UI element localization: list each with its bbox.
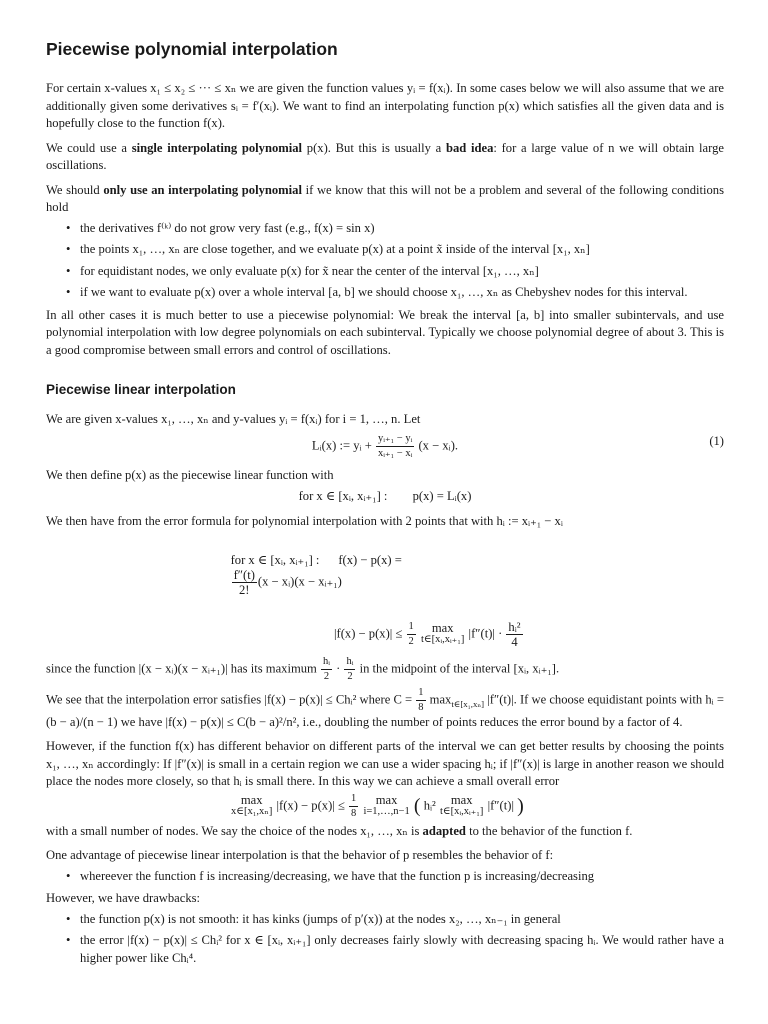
max-text: max xyxy=(375,793,398,807)
frac-num: 1 xyxy=(349,793,358,807)
frac-den: 2 xyxy=(347,670,353,682)
eq-text: |f(x) − p(x)| ≤ xyxy=(276,797,345,812)
max-text: max xyxy=(450,793,473,807)
max-subscript: i=1,…,n−1 xyxy=(363,806,410,817)
text-run: We could use a xyxy=(46,140,132,155)
section-paragraph-6: However, if the function f(x) has different behavior on different parts of the interval we can get better results by choosing the points x₁, …, xₙ accordingly: If |f″(x)| is small in a certain region we can use a wider spacing hᵢ; if |f″(x)| is large in another reason we should place the nodes more closely, so that hᵢ is small there. In this way we can achieve a small overall error xyxy=(46,739,724,788)
max-subscript: t∈[x₁,xₙ] xyxy=(451,698,485,709)
max-subscript: t∈[xᵢ,xᵢ₊₁] xyxy=(420,634,465,645)
section-paragraph-1: We are given x-values x₁, …, xₙ and y-values yᵢ = f(xᵢ) for i = 1, …, n. Let xyxy=(46,412,421,426)
text-run: to the behavior of the function f. xyxy=(465,823,633,838)
section-paragraph-9: However, we have drawbacks: xyxy=(46,891,201,905)
max-text: max xyxy=(431,621,454,635)
frac-num: hᵢ xyxy=(321,656,332,670)
section-paragraph-8: One advantage of piecewise linear interpolation is that the behavior of p resembles the behavior of f: xyxy=(46,848,554,862)
eq-max-operator xyxy=(421,622,464,646)
eq-fraction xyxy=(232,569,257,596)
eq-text: hᵢ² xyxy=(423,797,436,812)
section-heading: Piecewise linear interpolation xyxy=(46,382,236,397)
frac-den: 8 xyxy=(418,701,424,713)
eq-fraction xyxy=(376,433,414,460)
advantages-list xyxy=(46,868,724,886)
bold-term: adapted xyxy=(422,823,466,838)
max-text: max xyxy=(240,793,263,807)
list-item: • whereever the function f is increasing/decreasing, we have that the function p is increasing/decreasing xyxy=(80,868,724,886)
eq-max-operator xyxy=(440,794,483,818)
eq-text: Lᵢ(x) := yᵢ + xyxy=(311,437,372,452)
bold-term: bad idea xyxy=(445,140,494,155)
eq-text: (x − xᵢ). xyxy=(418,437,459,452)
eq-paren: ) xyxy=(517,794,524,817)
eq-fraction xyxy=(416,687,425,714)
frac-den: 2 xyxy=(323,670,330,682)
eq-text: (x − xᵢ)(x − xᵢ₊₁) xyxy=(257,574,342,589)
list-item: • the error |f(x) − p(x)| ≤ Chᵢ² for x ∈ [xᵢ, xᵢ₊₁] only decreases fairly slowly with decreasing spacing hᵢ. We would rather have a higher power like Chᵢ⁴. xyxy=(80,932,724,967)
equation-2: for x ∈ [xᵢ, xᵢ₊₁] : p(x) = Lᵢ(x) xyxy=(298,489,472,503)
frac-num: hᵢ xyxy=(344,656,355,670)
frac-num: 1 xyxy=(407,621,416,635)
section-paragraph-7 xyxy=(46,823,724,841)
list-item: • the derivatives f⁽ᵏ⁾ do not grow very fast (e.g., f(x) = sin x) xyxy=(80,220,724,238)
list-item: • the function p(x) is not smooth: it has kinks (jumps of p′(x)) at the nodes x₂, …, xₙ₋₁ in general xyxy=(80,911,724,929)
eq-fraction xyxy=(506,621,522,648)
eq-text: |f″(t)| · xyxy=(468,625,503,640)
equation-3 xyxy=(46,534,724,614)
text-run: since the function |(x − xᵢ)(x − xᵢ₊₁)| has its maximum xyxy=(46,660,317,675)
text-run: max xyxy=(429,691,452,706)
equation-5 xyxy=(46,793,724,820)
text-run: · xyxy=(336,660,341,675)
frac-den: 2! xyxy=(239,583,250,597)
frac-den: xᵢ₊₁ − xᵢ xyxy=(378,447,413,459)
equation-number: (1) xyxy=(709,433,724,448)
drawbacks-list xyxy=(46,911,724,968)
max-subscript: t∈[xᵢ,xᵢ₊₁] xyxy=(439,806,484,817)
eq-text: |f(x) − p(x)| ≤ xyxy=(334,625,403,640)
page-title: Piecewise polynomial interpolation xyxy=(46,39,338,59)
frac-num: hᵢ² xyxy=(508,619,521,634)
eq-text: |f″(t)| xyxy=(487,797,514,812)
eq-text: for x ∈ [xᵢ, xᵢ₊₁] : f(x) − p(x) = xyxy=(230,552,402,567)
frac-num: yᵢ₊₁ − yᵢ xyxy=(376,433,414,447)
list-item: • the points x₁, …, xₙ are close together, and we evaluate p(x) at a point x̃ inside of the interval [x₁, xₙ] xyxy=(80,241,724,259)
text-run: : for a large value of n we will obtain large oscillations. xyxy=(46,140,724,172)
section-paragraph-3: We then have from the error formula for polynomial interpolation with 2 points that with hᵢ := xᵢ₊₁ − xᵢ xyxy=(46,513,563,528)
list-item: • for equidistant nodes, we only evaluate p(x) for x̃ near the center of the interval [x₁, …, xₙ] xyxy=(80,263,724,281)
equation-1 xyxy=(46,433,724,460)
text-run: p(x). But this is usually a xyxy=(302,140,446,155)
eq-fraction xyxy=(349,793,358,820)
eq-fraction xyxy=(344,656,355,683)
eq-fraction xyxy=(407,621,416,648)
frac-den: 2 xyxy=(408,635,414,647)
frac-num: 1 xyxy=(416,687,425,701)
intro-paragraph-4: In all other cases it is much better to use a piecewise polynomial: We break the interval [a, b] into smaller subintervals, and use polynomial interpolation with low degree polynomials on each subinterval. Typically we choose polynomial degree of about 3. This is a good compromise between small errors and control of oscillations. xyxy=(46,307,724,357)
eq-max-operator xyxy=(363,794,409,818)
document-page xyxy=(46,38,724,972)
list-item: • if we want to evaluate p(x) over a whole interval [a, b] we should choose x₁, …, xₙ as Chebyshev nodes for this interval. xyxy=(80,284,724,302)
section-paragraph-4 xyxy=(46,656,724,683)
eq-fraction xyxy=(321,656,332,683)
text-run: in the midpoint of the interval [xᵢ, xᵢ₊₁]. xyxy=(359,660,560,675)
eq-paren: ( xyxy=(413,794,421,817)
frac-den: 4 xyxy=(511,634,518,649)
max-subscript: x∈[x₁,xₙ] xyxy=(231,806,273,817)
conditions-list xyxy=(46,220,724,302)
section-paragraph-2: We then define p(x) as the piecewise linear function with xyxy=(46,467,334,482)
intro-paragraph-1: For certain x-values x₁ ≤ x₂ ≤ ··· ≤ xₙ we are given the function values yᵢ = f(xᵢ). In some cases below we will also assume that we are additionally given some derivatives sᵢ = f′(xᵢ). We want to find an interpolating function p(x) which satisfies all the given data and is hopefully close to the function f(x). xyxy=(46,81,724,130)
section-paragraph-5 xyxy=(46,687,724,732)
text-run: |f″(t)|. If we choose equidistant points with hᵢ = (b − a)/(n − 1) we have |f(x) − p(x)| ≤ C(b − a)²/n², i.e., doubling the number of points reduces the error bound by a factor of 4. xyxy=(46,691,724,729)
text-run: with a small number of nodes. We say the choice of the nodes x₁, …, xₙ is xyxy=(46,823,423,838)
bold-term: single interpolating polynomial xyxy=(131,140,303,155)
text-run: We see that the interpolation error satisfies |f(x) − p(x)| ≤ Chᵢ² where C = xyxy=(46,691,413,706)
intro-paragraph-3 xyxy=(46,182,724,217)
text-run: We should xyxy=(46,182,104,197)
bold-term: only use an interpolating polynomial xyxy=(103,182,302,197)
frac-num: f″(t) xyxy=(233,568,255,582)
eq-max-operator xyxy=(231,794,272,818)
intro-paragraph-2 xyxy=(46,140,724,175)
equation-4 xyxy=(46,621,724,648)
text-run: if we know that this will not be a problem and several of the following conditions hold xyxy=(46,182,724,214)
frac-den: 8 xyxy=(351,807,357,819)
